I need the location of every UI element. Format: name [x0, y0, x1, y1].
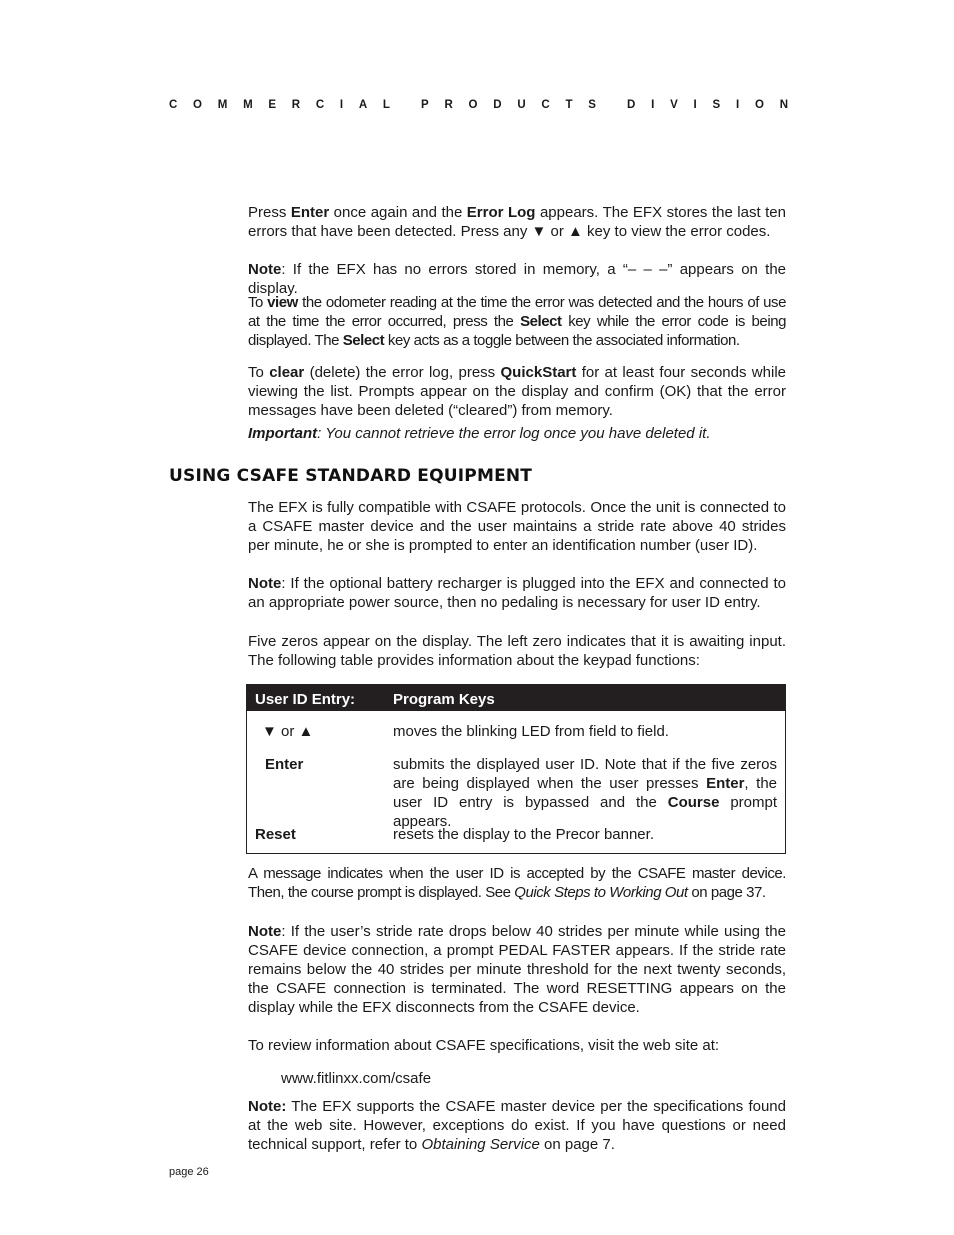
note-no-errors: Note: If the EFX has no errors stored in memory, a “– – –” appears on the display.	[248, 261, 786, 297]
paragraph-view-odometer: To view the odometer reading at the time the error was detected and the hours of use at the time the error occurred, press the Select key while the error code is being displayed. The Select key acts as a toggle between the associated information.	[248, 294, 786, 349]
note-stride-rate: Note: If the user’s stride rate drops below 40 strides per minute while using the CSAFE device connection, a prompt PEDAL FASTER appears. If the stride rate remains below the 40 strides per minute threshold for the next twenty seconds, the CSAFE connection is terminated. The word RESETTING appears on the display while the EFX disconnects from the CSAFE device.	[248, 923, 786, 1016]
section-heading: USING CSAFE STANDARD EQUIPMENT	[169, 466, 533, 486]
table-row-arrows-key: ▼ or ▲	[262, 723, 314, 740]
table-row-enter-key: Enter	[265, 756, 304, 773]
paragraph-csafe-compatible: The EFX is fully compatible with CSAFE protocols. Once the unit is connected to a CSAFE master device and the user maintains a stride rate above 40 strides per minute, he or she is prompted to enter an identification number (user ID).	[248, 499, 786, 554]
csafe-url: www.fitlinxx.com/csafe	[281, 1070, 432, 1087]
table-header-program-keys: Program Keys	[393, 691, 495, 708]
keypad-functions-table	[246, 684, 786, 854]
header-word-products: P R O D U C T S	[421, 99, 597, 111]
important-note: Important: You cannot retrieve the error log once you have deleted it.	[248, 425, 711, 442]
table-header-row	[247, 685, 785, 711]
paragraph-error-log: Press Enter once again and the Error Log appears. The EFX stores the last ten errors that have been detected. Press any ▼ or ▲ key to view the error codes.	[248, 204, 786, 240]
note-battery-recharger: Note: If the optional battery recharger is plugged into the EFX and connected to an appropriate power source, then no pedaling is necessary for user ID entry.	[248, 575, 786, 611]
header-word-commercial: C O M M E R C I A L	[169, 99, 391, 111]
table-row-reset-key: Reset	[255, 826, 296, 843]
paragraph-review-specs: To review information about CSAFE specifications, visit the web site at:	[248, 1037, 720, 1054]
table-row-arrows-desc: moves the blinking LED from field to field.	[393, 723, 669, 740]
note-specifications: Note: The EFX supports the CSAFE master device per the specifications found at the web site. However, exceptions do exist. If you have questions or need technical support, refer to Obtaining Service on page 7.	[248, 1098, 786, 1153]
paragraph-five-zeros: Five zeros appear on the display. The left zero indicates that it is awaiting input. The following table provides information about the keypad functions:	[248, 633, 786, 669]
page-number: page 26	[169, 1166, 209, 1178]
table-header-user-id-entry: User ID Entry:	[255, 691, 356, 708]
running-header	[169, 99, 789, 111]
table-row-reset-desc: resets the display to the Precor banner.	[393, 826, 654, 843]
header-word-division: D I V I S I O N	[627, 99, 789, 111]
paragraph-clear-log: To clear (delete) the error log, press QuickStart for at least four seconds while viewing the list. Prompts appear on the display and confirm (OK) that the error messages have been deleted (“cleared”) from memory.	[248, 364, 786, 419]
table-row-enter-desc: submits the displayed user ID. Note that if the five zeros are being displayed when the user presses Enter, the user ID entry is bypassed and the Course prompt appears.	[393, 756, 778, 830]
paragraph-user-id-accepted: A message indicates when the user ID is accepted by the CSAFE master device. Then, the course prompt is displayed. See Quick Steps to Working Out on page 37.	[248, 865, 786, 901]
